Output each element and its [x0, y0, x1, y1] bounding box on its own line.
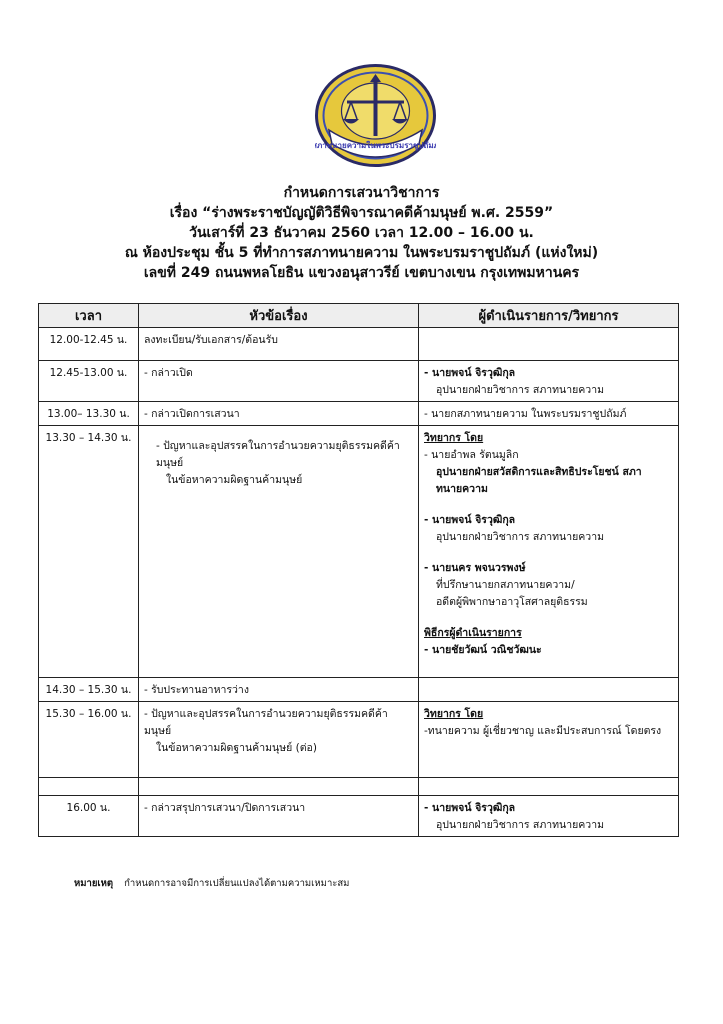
table-row [39, 796, 679, 837]
topic-cell: - กล่าวสรุปการเสวนา/ปิดการเสวนา [139, 796, 419, 837]
speaker-cell [419, 328, 679, 361]
footnote [74, 876, 349, 891]
time-cell: 13.00– 13.30 น. [39, 402, 139, 426]
time-cell: 16.00 น. [39, 796, 139, 837]
address-line: เลขที่ 249 ถนนพหลโยธิน แขวงอนุสาวรีย์ เขตบางเขน กรุงเทพมหานคร [143, 265, 580, 281]
table-row [39, 426, 679, 678]
note-label: หมายเหตุ [74, 878, 114, 889]
speaker-role: อุปนายกฝ่ายวิชาการ สภาทนายความ [436, 531, 605, 543]
topic-text-continued: ในข้อหาความผิดฐานค้ามนุษย์ [166, 474, 303, 486]
topic-cell: - รับประทานอาหารว่าง [139, 678, 419, 702]
topic-text-continued: ในข้อหาความผิดฐานค้ามนุษย์ (ต่อ) [156, 742, 317, 754]
time-cell: 12.45-13.00 น. [39, 361, 139, 402]
table-row [39, 778, 679, 796]
time-cell [39, 778, 139, 796]
speaker-role: ที่ปรึกษานายกสภาทนายความ/ [436, 579, 575, 591]
speaker-name: - นายพจน์ จิรวุฒิกุล [424, 802, 516, 814]
table-row [39, 361, 679, 402]
council-logo [315, 64, 436, 167]
speaker-role: อุปนายกฝ่ายวิชาการ สภาทนายความ [436, 384, 605, 396]
speaker-name: - นายกสภาทนายความ ในพระบรมราชูปถัมภ์ [424, 408, 627, 420]
speaker-cell [419, 426, 679, 678]
speaker-cell [419, 678, 679, 702]
topic-cell: ลงทะเบียน/รับเอกสาร/ต้อนรับ [139, 328, 419, 361]
topic-cell [139, 778, 419, 796]
speaker-text: -ทนายความ ผู้เชี่ยวชาญ และมีประสบการณ์ โดยตรง [424, 725, 662, 737]
time-column-header: เวลา [39, 304, 139, 328]
time-cell: 15.30 – 16.00 น. [39, 702, 139, 778]
title-line: กำหนดการเสวนาวิชาการ [283, 185, 440, 201]
document-header [0, 183, 723, 283]
table-header-row [39, 304, 679, 328]
topic-cell [139, 426, 419, 678]
speaker-cell [419, 796, 679, 837]
date-time-line: วันเสาร์ที่ 23 ธันวาคม 2560 เวลา 12.00 – 16.00 น. [189, 225, 534, 241]
panel-heading: วิทยากร โดย [424, 432, 484, 444]
svg-text:สภาทนายความในพระบรมราชูปถัมภ์: สภาทนายความในพระบรมราชูปถัมภ์ [315, 141, 436, 150]
topic-column-header: หัวข้อเรื่อง [139, 304, 419, 328]
time-cell: 12.00-12.45 น. [39, 328, 139, 361]
panel-heading: วิทยากร โดย [424, 708, 484, 720]
speaker-cell [419, 402, 679, 426]
moderator-name: - นายชัยวัฒน์ วณิชวัฒนะ [424, 644, 542, 656]
speaker-role: อุปนายกฝ่ายสวัสดิการและสิทธิประโยชน์ สภาทนายความ [436, 466, 642, 495]
table-row [39, 402, 679, 426]
moderator-heading: พิธีกรผู้ดำเนินรายการ [424, 627, 522, 639]
schedule-table [38, 303, 679, 837]
venue-line: ณ ห้องประชุม ชั้น 5 ที่ทำการสภาทนายความ ในพระบรมราชูปถัมภ์ (แห่งใหม่) [124, 245, 599, 261]
subject-line: เรื่อง “ร่างพระราชบัญญัติวิธีพิจารณาคดีค้ามนุษย์ พ.ศ. 2559” [169, 205, 554, 221]
time-cell: 14.30 – 15.30 น. [39, 678, 139, 702]
speaker-name: - นายพจน์ จิรวุฒิกุล [424, 367, 516, 379]
time-cell: 13.30 – 14.30 น. [39, 426, 139, 678]
topic-cell: - กล่าวเปิด [139, 361, 419, 402]
topic-cell: - กล่าวเปิดการเสวนา [139, 402, 419, 426]
speaker-role: อุปนายกฝ่ายวิชาการ สภาทนายความ [436, 819, 605, 831]
speaker-name: - นายนคร พจนวรพงษ์ [424, 562, 526, 574]
speaker-cell [419, 778, 679, 796]
speaker-name: - นายอำพล รัตนมูลิก [424, 449, 519, 461]
topic-text: - ปัญหาและอุปสรรคในการอำนวยความยุติธรรมคดีค้ามนุษย์ [144, 708, 388, 737]
speaker-cell [419, 702, 679, 778]
speaker-column-header: ผู้ดำเนินรายการ/วิทยากร [419, 304, 679, 328]
topic-cell [139, 702, 419, 778]
speaker-name: - นายพจน์ จิรวุฒิกุล [424, 514, 516, 526]
topic-text: - ปัญหาและอุปสรรคในการอำนวยความยุติธรรมคดีค้ามนุษย์ [156, 440, 400, 469]
table-row [39, 678, 679, 702]
note-text: กำหนดการอาจมีการเปลี่ยนแปลงได้ตามความเหมาะสม [124, 878, 350, 889]
table-row [39, 328, 679, 361]
table-row [39, 702, 679, 778]
speaker-cell [419, 361, 679, 402]
speaker-role: อดีตผู้พิพากษาอาวุโสศาลยุติธรรม [436, 596, 588, 608]
